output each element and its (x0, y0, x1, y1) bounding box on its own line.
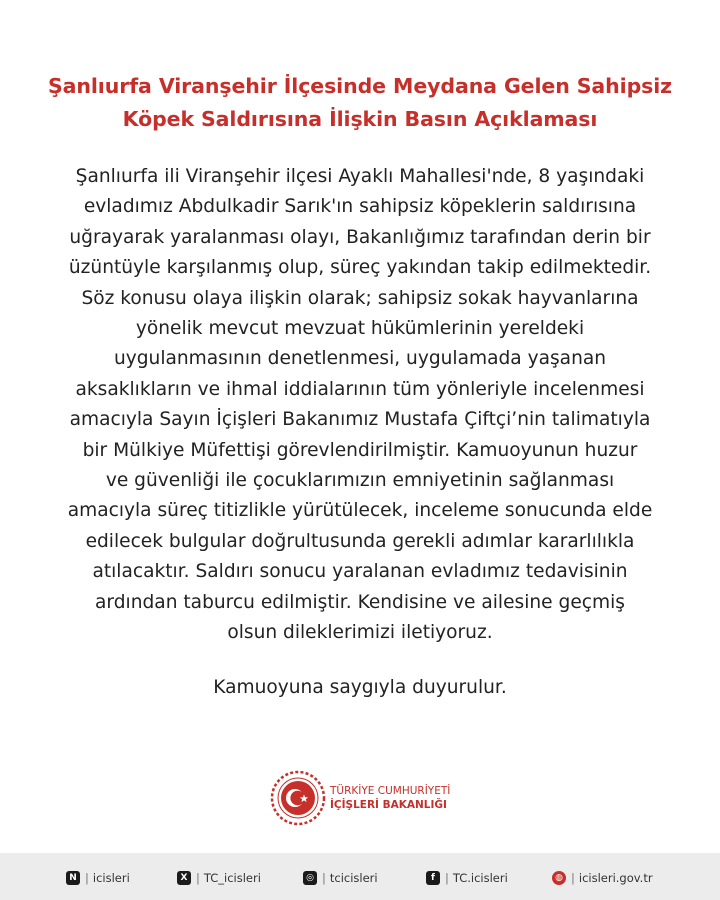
title-line-1: Şanlıurfa Viranşehir İlçesinde Meydana Gelen Sahipsiz (47, 74, 672, 98)
body-line: bir Mülkiye Müfettişi görevlendirilmiştir. Kamuoyunun huzur (82, 439, 638, 461)
logo-text (330, 784, 450, 812)
nsosyal-icon: N (66, 871, 80, 885)
logo-line-1: TÜRKİYE CUMHURİYETİ (330, 785, 451, 797)
social-footer (0, 853, 720, 900)
body-line: üzüntüyle karşılanmış olup, süreç yakından takip edilmektedir. (68, 257, 652, 279)
closing-statement: Kamuoyuna saygıyla duyurulur. (213, 677, 507, 698)
body-line: yönelik mevcut mevzuat hükümlerinin yereldeki (135, 318, 585, 340)
social-label: icisleri.gov.tr (578, 871, 653, 885)
x-icon: X (177, 871, 191, 885)
body-line: aksaklıkların ve ihmal iddialarının tüm yönleriyle incelenmesi (75, 378, 645, 400)
social-nsosyal-link[interactable] (66, 869, 130, 887)
page-title (20, 70, 700, 136)
separator: | (322, 871, 326, 885)
body-line: Şanlıurfa ili Viranşehir ilçesi Ayaklı Mahallesi'nde, 8 yaşındaki (75, 166, 645, 187)
instagram-icon: ◎ (303, 871, 317, 885)
separator: | (85, 871, 89, 885)
body-line: atılacaktır. Saldırı sonucu yaralanan evladımız tedavisinin (92, 561, 628, 583)
separator: | (571, 871, 575, 885)
ministry-emblem-icon (270, 770, 326, 826)
body-line: Söz konusu olaya ilişkin olarak; sahipsiz sokak hayvanlarına (81, 287, 639, 309)
body-line: uygulanmasının denetlenmesi, uygulamada yaşanan (113, 348, 607, 370)
body-line: uğrayarak yaralanması olayı, Bakanlığımız tarafından derin bir (69, 226, 651, 248)
social-website-link[interactable] (552, 869, 653, 887)
separator: | (196, 871, 200, 885)
social-instagram-link[interactable] (303, 869, 378, 887)
social-label: tcicisleri (329, 871, 378, 885)
body-line: evladımız Abdulkadir Sarık'ın sahipsiz köpeklerin saldırısına (83, 196, 637, 218)
logo-line-2: İÇİŞLERİ BAKANLIĞI (330, 799, 447, 811)
social-facebook-link[interactable] (426, 869, 508, 887)
body-line: olsun dileklerimizi iletiyoruz. (227, 622, 493, 644)
globe-icon: ◍ (552, 871, 566, 885)
separator: | (445, 871, 449, 885)
social-x-link[interactable] (177, 869, 261, 887)
social-label: icisleri (92, 871, 130, 885)
facebook-icon: f (426, 871, 440, 885)
body-line: edilecek bulgular doğrultusunda gerekli adımlar kararlılıkla (85, 530, 635, 552)
body-line: amacıyla süreç titizlikle yürütülecek, inceleme sonucunda elde (67, 500, 653, 522)
title-line-2: Köpek Saldırısına İlişkin Basın Açıklaması (122, 107, 598, 131)
ministry-logo (270, 770, 460, 830)
body-line: ardından taburcu edilmiştir. Kendisine ve ailesine geçmiş (95, 591, 625, 613)
social-label: TC.icisleri (452, 871, 508, 885)
social-label: TC_icisleri (203, 871, 261, 885)
body-line: ve güvenliği ile çocuklarımızın emniyetinin sağlanması (105, 470, 615, 492)
body-line: amacıyla Sayın İçişleri Bakanımız Mustafa Çiftçi’nin talimatıyla (69, 409, 651, 431)
statement-body (20, 162, 700, 649)
